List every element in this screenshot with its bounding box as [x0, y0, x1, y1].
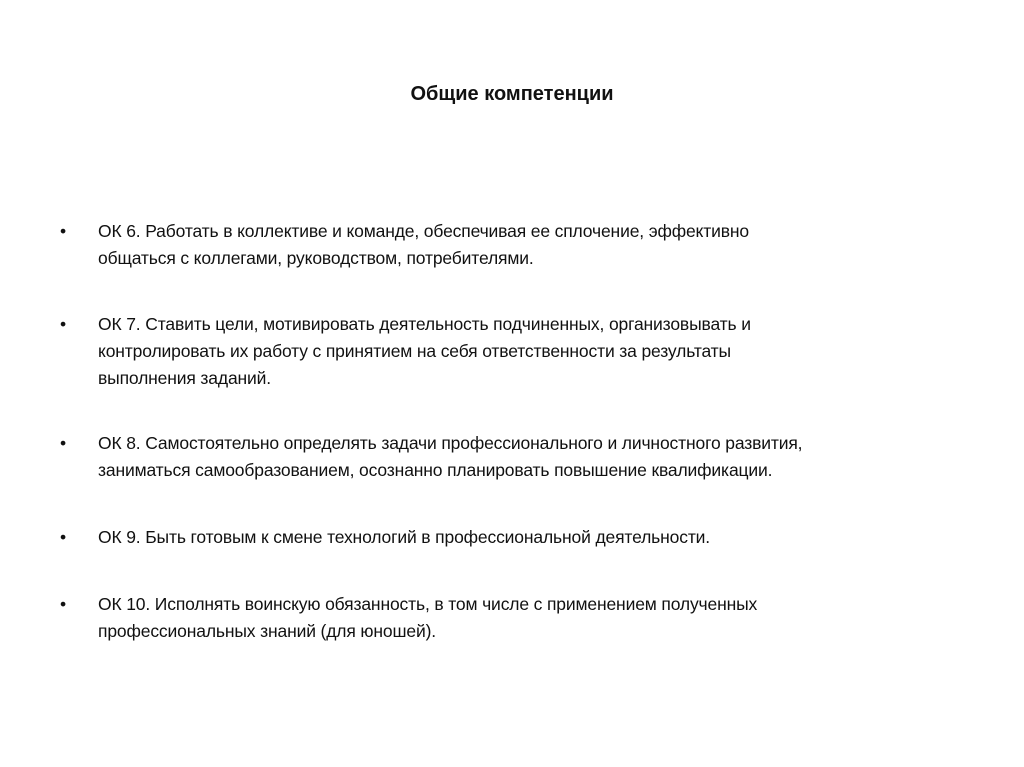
item-text-line: общаться с коллегами, руководством, потребителями.: [98, 248, 534, 268]
bullet-icon: •: [60, 314, 67, 334]
item-text-line: ОК 7. Ставить цели, мотивировать деятельность подчиненных, организовывать и: [98, 314, 751, 334]
item-text-line: ОК 6. Работать в коллективе и команде, обеспечивая ее сплочение, эффективно: [98, 221, 749, 241]
bullet-icon: •: [60, 594, 67, 614]
item-text-line: ОК 8. Самостоятельно определять задачи профессионального и личностного развития,: [98, 433, 803, 453]
item-text-line: контролировать их работу с принятием на себя ответственности за результаты: [98, 341, 731, 361]
item-text-line: выполнения заданий.: [98, 368, 272, 388]
item-text-line: заниматься самообразованием, осознанно планировать повышение квалификации.: [98, 460, 773, 480]
item-text-line: ОК 10. Исполнять воинскую обязанность, в том числе с применением полученных: [98, 594, 758, 614]
bullet-icon: •: [60, 527, 67, 547]
item-text-line: ОК 9. Быть готовым к смене технологий в профессиональной деятельности.: [98, 527, 711, 547]
bullet-icon: •: [60, 221, 67, 241]
item-text-line: профессиональных знаний (для юношей).: [98, 621, 436, 641]
slide-title: Общие компетенции: [410, 83, 614, 105]
bullet-icon: •: [60, 433, 67, 453]
